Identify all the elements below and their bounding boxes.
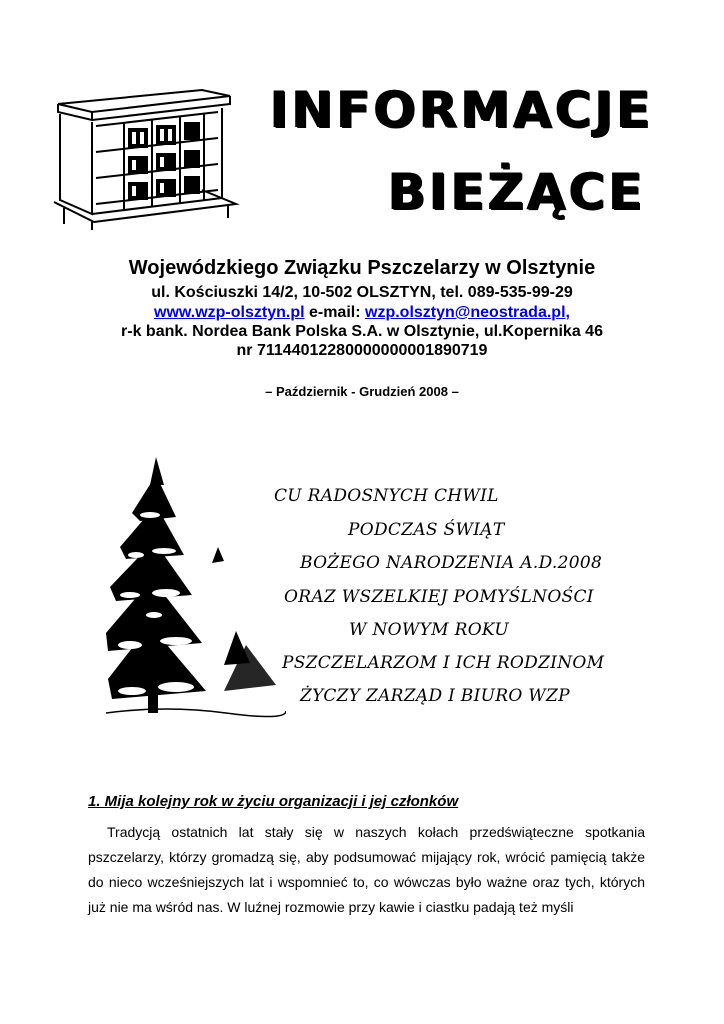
beehive-illustration	[52, 82, 242, 232]
email-link[interactable]: wzp.olsztyn@neostrada.pl,	[365, 304, 570, 321]
wish-line: ORAZ WSZELKIEJ POMYŚLNOŚCI	[284, 587, 594, 607]
address-line: ul. Kościuszki 14/2, 10-502 OLSZTYN, tel. 089-535-99-29	[151, 284, 573, 301]
issue-period: – Październik - Grudzień 2008 –	[265, 384, 459, 399]
wish-line: CU RADOSNYCH CHWIL	[274, 486, 499, 506]
title-biezace: BIEŻĄCE	[388, 163, 646, 221]
bank-line: r-k bank. Nordea Bank Polska S.A. w Olsztynie, ul.Kopernika 46	[121, 323, 603, 340]
wish-line: BOŻEGO NARODZENIA A.D.2008	[300, 553, 603, 573]
organization-name: Wojewódzkiego Związku Pszczelarzy w Olsztynie	[128, 257, 596, 279]
body-paragraph: Tradycją ostatnich lat stały się w naszych kołach przedświąteczne spotkania pszczelarzy, którzy gromadzą się, aby podsumować mijający rok, wrócić pamięcią także do nieco wcześniejszych lat i wspomnieć to, co wówczas było ważne oraz tych, których już nie ma wśród nas. W luźnej rozmowie przy kawie i ciastku padają też myśli	[88, 824, 645, 915]
wish-line: ŻYCZY ZARZĄD I BIURO WZP	[300, 686, 570, 706]
website-link[interactable]: www.wzp-olsztyn.pl	[154, 304, 305, 321]
body-text	[88, 820, 645, 920]
title-informacje: INFORMACJE	[270, 81, 654, 139]
section-heading: 1. Mija kolejny rok w życiu organizacji i jej członków	[88, 793, 459, 810]
christmas-tree-illustration	[106, 455, 286, 725]
email-label: e-mail:	[304, 304, 365, 321]
wish-line: W NOWYM ROKU	[349, 620, 509, 640]
account-number: nr 71144012280000000001890719	[236, 342, 488, 359]
wish-line: PSZCZELARZOM I ICH RODZINOM	[282, 653, 605, 673]
wish-line: PODCZAS ŚWIĄT	[348, 520, 505, 540]
contact-line	[0, 304, 724, 322]
